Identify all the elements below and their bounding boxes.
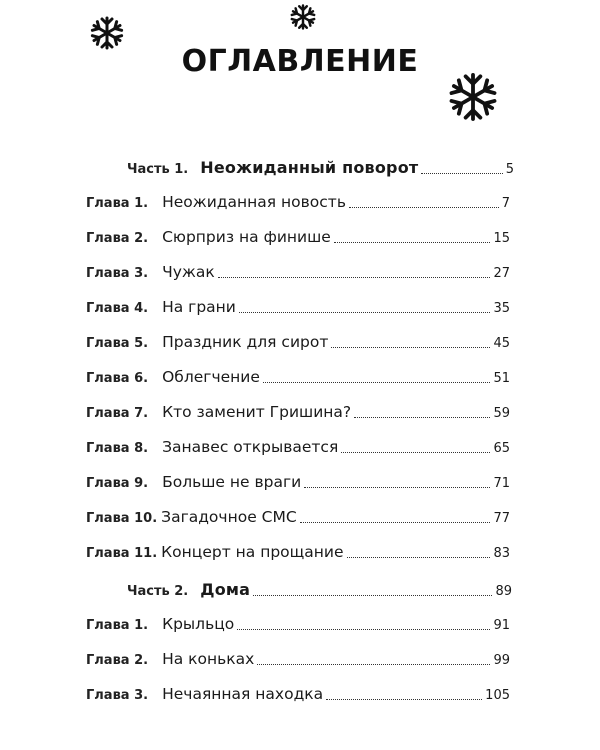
dot-leader (326, 698, 482, 700)
toc-label: Часть 1. (127, 162, 189, 177)
dot-leader (334, 241, 491, 243)
toc-page: 99 (493, 653, 510, 668)
toc-part-row (127, 580, 512, 599)
snowflake-icon (448, 72, 498, 122)
toc-page: 45 (493, 336, 510, 351)
toc-chapter-row (86, 368, 510, 386)
toc-page: 105 (485, 688, 510, 703)
toc-name: Крыльцо (162, 615, 235, 633)
toc-page: 51 (493, 371, 510, 386)
toc-name: Загадочное СМС (161, 508, 297, 526)
toc-name: Чужак (162, 263, 215, 281)
dot-leader (237, 628, 490, 630)
toc-chapter-row (86, 543, 510, 561)
toc-label: Глава 9. (86, 476, 149, 491)
toc-label: Глава 1. (86, 196, 149, 211)
dot-leader (304, 486, 490, 488)
toc-chapter-row (86, 508, 510, 526)
toc-name: Нечаянная находка (162, 685, 324, 703)
toc-name: На грани (162, 298, 236, 316)
toc-label: Глава 10. (86, 511, 158, 526)
toc-page: 5 (505, 162, 514, 177)
toc-name: На коньках (162, 650, 255, 668)
dot-leader (349, 206, 499, 208)
toc-page: 59 (493, 406, 510, 421)
toc-label: Глава 3. (86, 266, 149, 281)
toc-label: Глава 11. (86, 546, 158, 561)
toc-chapter-row (86, 263, 510, 281)
toc-label: Глава 6. (86, 371, 149, 386)
toc-name: Сюрприз на финише (162, 228, 331, 246)
dot-leader (257, 663, 490, 665)
toc-label: Глава 5. (86, 336, 149, 351)
toc-chapter-row (86, 473, 510, 491)
toc-page: 35 (493, 301, 510, 316)
toc-name: Больше не враги (162, 473, 302, 491)
toc-name: Концерт на прощание (161, 543, 344, 561)
snowflake-icon (290, 4, 316, 30)
toc-page: 83 (493, 546, 510, 561)
toc-name: Праздник для сирот (162, 333, 329, 351)
toc-name: Облегчение (162, 368, 260, 386)
toc-chapter-row (86, 438, 510, 456)
dot-leader (331, 346, 490, 348)
dot-leader (347, 556, 491, 558)
toc-label: Глава 8. (86, 441, 149, 456)
toc-chapter-row (86, 228, 510, 246)
toc-label: Глава 4. (86, 301, 149, 316)
dot-leader (263, 381, 491, 383)
toc-page: 15 (493, 231, 510, 246)
toc-chapter-row (86, 650, 510, 668)
page-title: ОГЛАВЛЕНИЕ (181, 44, 419, 79)
toc-name: Неожиданный поворот (200, 158, 419, 177)
toc-label: Глава 1. (86, 618, 149, 633)
toc-label: Глава 2. (86, 653, 149, 668)
toc-chapter-row (86, 403, 510, 421)
dot-leader (253, 594, 492, 596)
toc-chapter-row (86, 298, 510, 316)
dot-leader (341, 451, 490, 453)
toc-name: Неожиданная новость (162, 193, 346, 211)
toc-part-row (127, 158, 514, 177)
toc-name: Кто заменит Гришина? (162, 403, 352, 421)
toc-page: 91 (493, 618, 510, 633)
dot-leader (354, 416, 490, 418)
toc-name: Дома (200, 580, 251, 599)
toc-chapter-row (86, 615, 510, 633)
toc-name: Занавес открывается (162, 438, 339, 456)
toc-page: 7 (501, 196, 510, 211)
toc-page: 89 (495, 584, 512, 599)
toc-page: 77 (493, 511, 510, 526)
toc-label: Глава 3. (86, 688, 149, 703)
toc-label: Глава 7. (86, 406, 149, 421)
toc-chapter-row (86, 193, 510, 211)
dot-leader (421, 172, 502, 174)
toc-label: Глава 2. (86, 231, 149, 246)
toc-chapter-row (86, 333, 510, 351)
toc-chapter-row (86, 685, 510, 703)
toc-page: 27 (493, 266, 510, 281)
toc-page: 71 (493, 476, 510, 491)
toc-label: Часть 2. (127, 584, 189, 599)
dot-leader (300, 521, 491, 523)
dot-leader (218, 276, 491, 278)
dot-leader (239, 311, 491, 313)
toc-page: 65 (493, 441, 510, 456)
